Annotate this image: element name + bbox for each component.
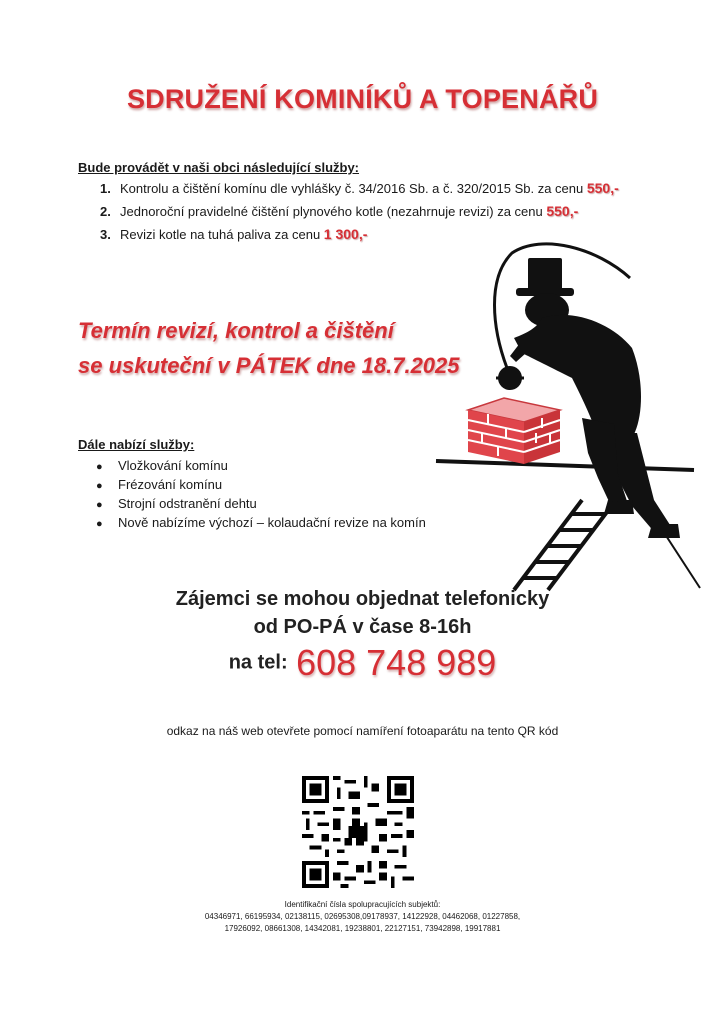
sweep-silhouette-icon bbox=[510, 258, 680, 538]
service-item bbox=[100, 203, 578, 219]
service-number: 2. bbox=[100, 204, 111, 219]
service-text: Kontrolu a čištění komínu dle vyhlášky č. 34/2016 Sb. a č. 320/2015 Sb. za cenu bbox=[120, 181, 587, 196]
extra-service-label: Nově nabízíme výchozí – kolaudační revize na komín bbox=[118, 515, 426, 530]
order-line-2: od PO-PÁ v čase 8-16h bbox=[253, 616, 472, 638]
phone-label: na tel: bbox=[228, 651, 288, 674]
extra-services-heading: Dále nabízí služby: bbox=[78, 437, 195, 452]
announcement-line-1: Termín revizí, kontrol a čištění bbox=[78, 318, 394, 343]
announcement-line-2: se uskuteční v PÁTEK dne 18.7.2025 bbox=[78, 353, 460, 378]
identifiers bbox=[0, 899, 725, 935]
page-title: SDRUŽENÍ KOMINÍKŮ A TOPENÁŘŮ bbox=[126, 84, 599, 114]
bullet-icon: ● bbox=[96, 461, 103, 473]
order-line-1: Zájemci se mohou objednat telefonicky bbox=[175, 588, 550, 610]
extra-service-label: Strojní odstranění dehtu bbox=[118, 496, 257, 511]
phone-number[interactable]: 608 748 989 bbox=[296, 642, 497, 683]
service-price: 1 300,- bbox=[323, 226, 368, 242]
service-item bbox=[100, 226, 367, 242]
identifiers-line-1: 04346971, 66195934, 02138115, 02695308,09178937, 14122928, 04462068, 01227858, bbox=[204, 912, 521, 921]
service-number: 3. bbox=[100, 227, 111, 242]
ladder-icon bbox=[514, 500, 616, 590]
bullet-icon: ● bbox=[96, 499, 103, 511]
bullet-icon: ● bbox=[96, 480, 103, 492]
extra-service-item bbox=[96, 515, 426, 530]
identifiers-line-2: 17926092, 08661308, 14342081, 19238801, 22127151, 73942898, 19917881 bbox=[224, 924, 501, 933]
service-price: 550,- bbox=[546, 203, 579, 219]
extra-service-item bbox=[96, 458, 228, 473]
extra-service-item bbox=[96, 477, 222, 492]
service-price: 550,- bbox=[586, 180, 619, 196]
service-number: 1. bbox=[100, 181, 111, 196]
service-item bbox=[100, 180, 619, 196]
chimney-icon bbox=[468, 398, 560, 464]
identifiers-heading: Identifikační čísla spolupracujících subjektů: bbox=[284, 900, 441, 909]
qr-code-icon[interactable] bbox=[302, 776, 414, 888]
service-text: Revizi kotle na tuhá paliva za cenu bbox=[120, 227, 324, 242]
services-heading: Bude provádět v naši obci následující služby: bbox=[78, 160, 360, 175]
qr-note: odkaz na náš web otevřete pomocí namíření fotoaparátu na tento QR kód bbox=[166, 724, 559, 738]
service-text: Jednoroční pravidelné čištění plynového kotle (nezahrnuje revizi) za cenu bbox=[120, 204, 547, 219]
extra-service-label: Frézování komínu bbox=[118, 477, 223, 492]
bullet-icon: ● bbox=[96, 518, 103, 530]
phone-line bbox=[0, 642, 725, 684]
extra-service-item bbox=[96, 496, 257, 511]
chimney-sweep-icon bbox=[432, 238, 702, 600]
extra-service-label: Vložkování komínu bbox=[118, 458, 228, 473]
